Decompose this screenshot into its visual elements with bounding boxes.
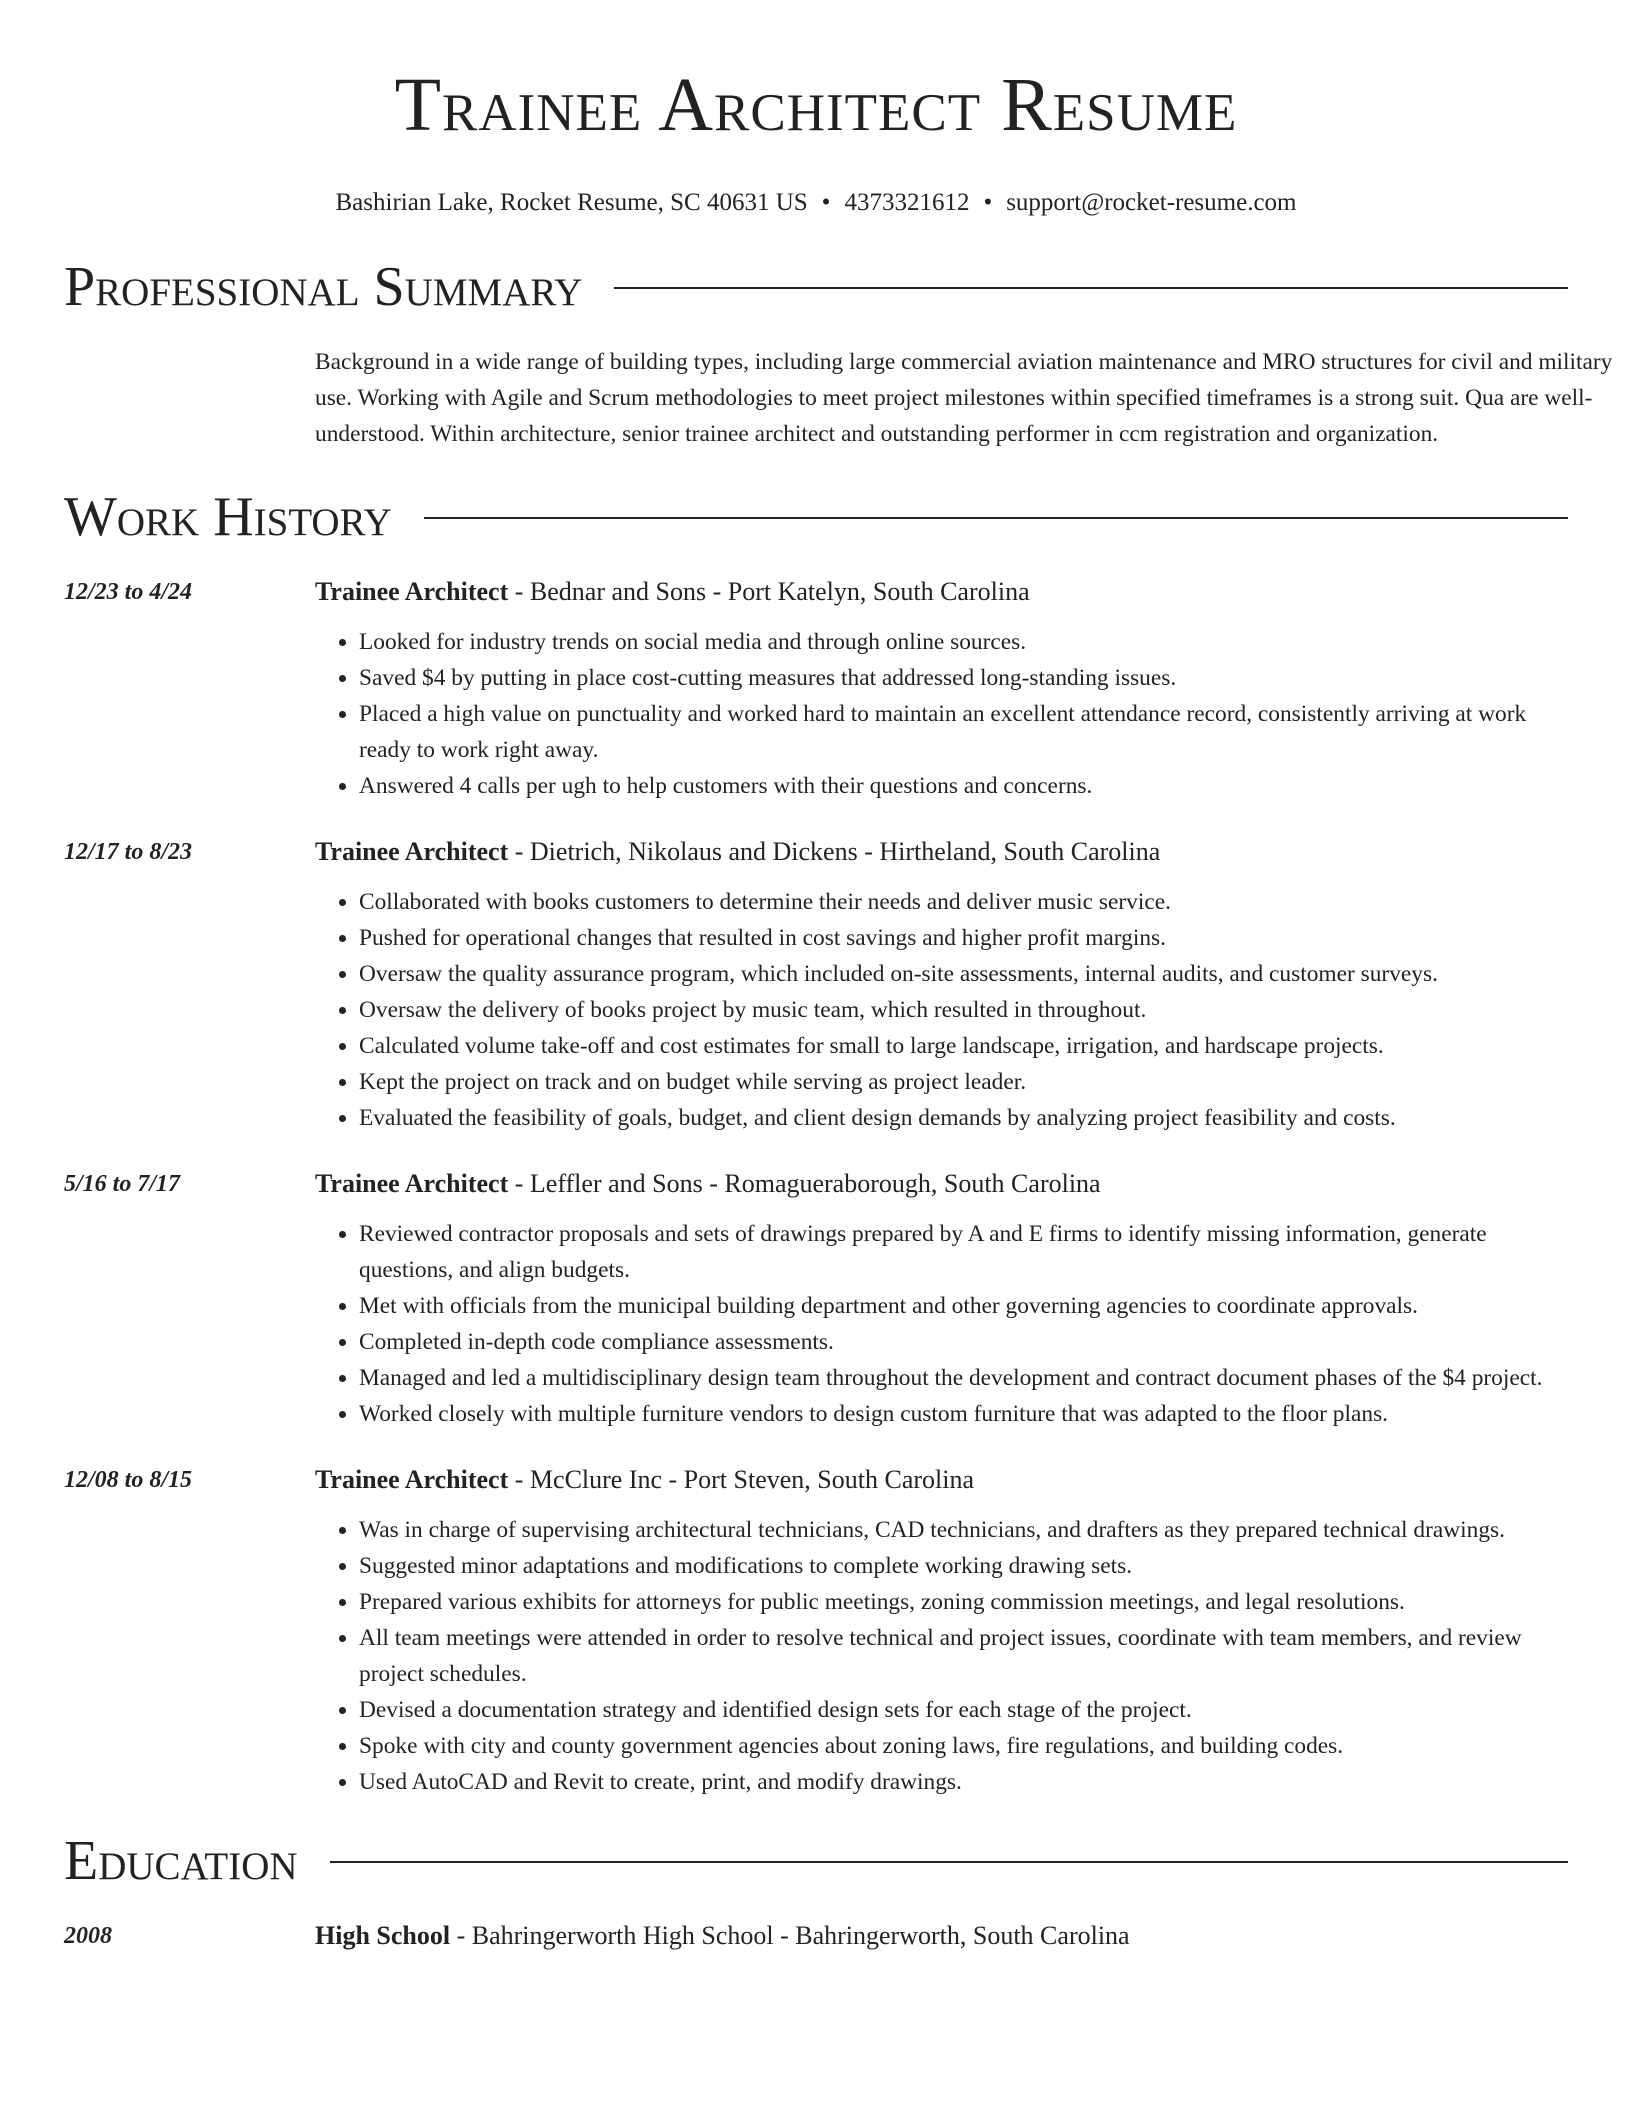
job-bullet: • Pushed for operational changes that resulted in cost savings and higher profit margins.	[359, 920, 1568, 956]
job-bullet: • Spoke with city and county government agencies about zoning laws, fire regulations, and building codes.	[359, 1728, 1568, 1764]
job-role: Trainee Architect	[315, 1465, 509, 1494]
job-role: Trainee Architect	[315, 1169, 509, 1198]
contact-phone: 4373321612	[844, 189, 970, 216]
job-bullet: • Prepared various exhibits for attorneys for public meetings, zoning commission meetings, and legal resolutions.	[359, 1584, 1568, 1620]
section-divider	[424, 517, 1568, 519]
education-school-location: - Bahringerworth High School - Bahringerworth, South Carolina	[450, 1921, 1130, 1950]
education-list	[64, 1918, 1568, 1954]
job-bullet-list	[315, 884, 1568, 1136]
summary-text: Background in a wide range of building types, including large commercial aviation maintenance and MRO structures for civil and military use. Working with Agile and Scrum methodologies to meet project milestones within specified timeframes is a strong suit. Qua are well-understood. Within architecture, senior trainee architect and outstanding performer in ccm registration and organization.	[315, 349, 1613, 447]
summary-section-header	[64, 252, 1568, 322]
contact-separator: •	[983, 189, 993, 216]
job-bullet: • Placed a high value on punctuality and worked hard to maintain an excellent attendance record, consistently arriving at work ready to work right away.	[359, 696, 1568, 768]
job-bullet: • Devised a documentation strategy and identified design sets for each stage of the project.	[359, 1692, 1568, 1728]
education-entry	[64, 1918, 1568, 1954]
job-bullet: • All team meetings were attended in order to resolve technical and project issues, coordinate with team members, and review project schedules.	[359, 1620, 1568, 1692]
work-entry-body	[315, 574, 1568, 804]
education-heading-line	[315, 1918, 1130, 1954]
job-bullet: • Saved $4 by putting in place cost-cutting measures that addressed long-standing issues.	[359, 660, 1568, 696]
job-bullet: • Managed and led a multidisciplinary design team throughout the development and contract document phases of the $4 project.	[359, 1360, 1568, 1396]
contact-separator: •	[821, 189, 831, 216]
job-employer-location: - Bednar and Sons - Port Katelyn, South Carolina	[508, 577, 1030, 606]
section-divider	[330, 1861, 1568, 1863]
job-bullet: • Suggested minor adaptations and modifications to complete working drawing sets.	[359, 1548, 1568, 1584]
job-bullet: • Was in charge of supervising architectural technicians, CAD technicians, and drafters as they prepared technical drawings.	[359, 1512, 1568, 1548]
job-bullet: • Oversaw the quality assurance program, which included on-site assessments, internal audits, and customer surveys.	[359, 956, 1568, 992]
contact-line	[64, 188, 1568, 218]
work-entry-heading	[315, 1462, 1568, 1498]
job-employer-location: - McClure Inc - Port Steven, South Carolina	[508, 1465, 975, 1494]
job-bullet-list	[315, 624, 1568, 804]
job-bullet: • Looked for industry trends on social media and through online sources.	[359, 624, 1568, 660]
work-entry-heading	[315, 574, 1568, 610]
job-bullet: • Calculated volume take-off and cost estimates for small to large landscape, irrigation, and hardscape projects.	[359, 1028, 1568, 1064]
work-entry	[64, 834, 1568, 1136]
job-role: Trainee Architect	[315, 577, 509, 606]
work-history-list	[64, 574, 1568, 1800]
work-entry-heading	[315, 834, 1568, 870]
job-bullet: • Used AutoCAD and Revit to create, print, and modify drawings.	[359, 1764, 1568, 1800]
work-entry	[64, 1166, 1568, 1432]
job-bullet: • Reviewed contractor proposals and sets of drawings prepared by A and E firms to identify missing information, generate questions, and align budgets.	[359, 1216, 1568, 1288]
job-employer-location: - Dietrich, Nikolaus and Dickens - Hirtheland, South Carolina	[508, 837, 1161, 866]
education-heading: Education	[64, 1830, 298, 1892]
section-divider	[614, 287, 1568, 289]
work-entry	[64, 1462, 1568, 1800]
education-year: 2008	[64, 1923, 112, 1949]
job-bullet: • Worked closely with multiple furniture vendors to design custom furniture that was adapted to the floor plans.	[359, 1396, 1568, 1432]
job-bullet: • Kept the project on track and on budget while serving as project leader.	[359, 1064, 1568, 1100]
job-bullet: • Collaborated with books customers to determine their needs and deliver music service.	[359, 884, 1568, 920]
work-history-heading: Work History	[64, 486, 392, 548]
contact-email: support@rocket-resume.com	[1006, 189, 1297, 216]
work-entry-body	[315, 834, 1568, 1136]
work-entry-dates: 12/08 to 8/15	[64, 1467, 193, 1493]
job-bullet: • Evaluated the feasibility of goals, budget, and client design demands by analyzing project feasibility and costs.	[359, 1100, 1568, 1136]
job-bullet: • Met with officials from the municipal building department and other governing agencies to coordinate approvals.	[359, 1288, 1568, 1324]
contact-address: Bashirian Lake, Rocket Resume, SC 40631 US	[335, 189, 808, 216]
job-employer-location: - Leffler and Sons - Romagueraborough, South Carolina	[508, 1169, 1101, 1198]
education-section-header	[64, 1826, 1568, 1896]
summary-heading: Professional Summary	[64, 256, 583, 318]
education-degree: High School	[315, 1921, 451, 1950]
job-bullet-list	[315, 1512, 1568, 1800]
job-bullet: • Completed in-depth code compliance assessments.	[359, 1324, 1568, 1360]
job-bullet: • Oversaw the delivery of books project by music team, which resulted in throughout.	[359, 992, 1568, 1028]
work-entry-dates: 12/17 to 8/23	[64, 839, 193, 865]
job-bullet: • Answered 4 calls per ugh to help customers with their questions and concerns.	[359, 768, 1568, 804]
job-bullet-list	[315, 1216, 1568, 1432]
work-entry-dates: 12/23 to 4/24	[64, 579, 193, 605]
work-entry-dates: 5/16 to 7/17	[64, 1171, 181, 1197]
job-role: Trainee Architect	[315, 837, 509, 866]
work-history-section-header	[64, 482, 1568, 552]
resume-title: Trainee Architect Resume	[394, 63, 1238, 147]
work-entry	[64, 574, 1568, 804]
work-entry-heading	[315, 1166, 1568, 1202]
work-entry-body	[315, 1166, 1568, 1432]
work-entry-body	[315, 1462, 1568, 1800]
